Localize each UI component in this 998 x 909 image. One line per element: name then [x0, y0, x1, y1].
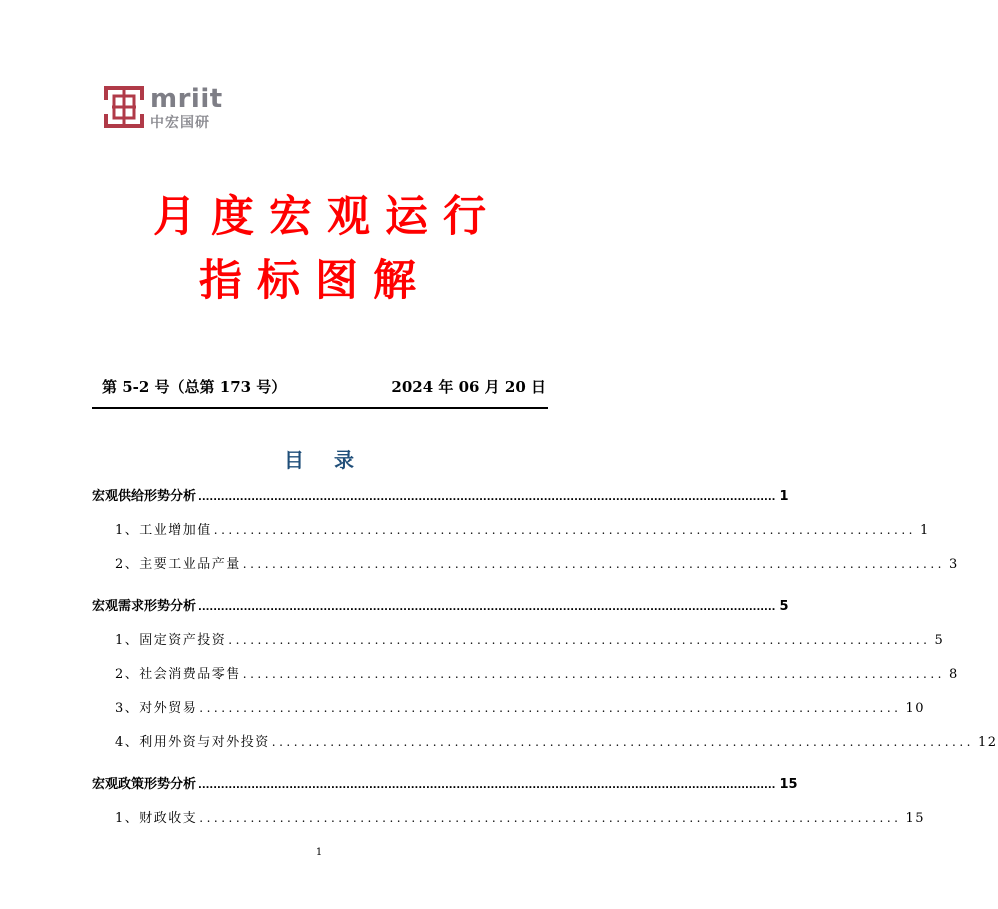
toc-item-label: 2、主要工业品产量	[115, 557, 241, 572]
toc-leader: ........................................................................................................................................................	[198, 492, 776, 503]
toc-leader: ................................................................................................	[199, 701, 902, 715]
toc-section-page: 15	[779, 777, 798, 792]
logo-text-cn: 中宏国研	[150, 115, 210, 131]
toc-item[interactable]	[92, 629, 945, 649]
toc-leader: ................................................................................................	[199, 811, 902, 825]
toc-section-title: 宏观需求形势分析	[92, 599, 197, 614]
toc-item-label: 1、财政收支	[115, 811, 198, 826]
issue-date: 2024 年 06 月 20 日	[391, 378, 546, 396]
toc-item-page: 8	[948, 667, 959, 682]
table-of-contents	[92, 485, 998, 827]
toc-item[interactable]	[92, 553, 959, 573]
header-divider	[92, 407, 548, 409]
report-title-line1: 月度宏观运行	[153, 192, 501, 242]
toc-item-label: 1、固定资产投资	[115, 633, 227, 648]
toc-item-page: 3	[948, 557, 959, 572]
toc-item-label: 2、社会消费品零售	[115, 667, 241, 682]
logo-mark-icon	[104, 86, 144, 128]
logo	[104, 84, 223, 131]
toc-item[interactable]	[92, 731, 998, 751]
page-number: 1	[315, 847, 323, 858]
toc-leader: ................................................................................................	[242, 557, 945, 571]
report-title-line2: 指标图解	[199, 256, 431, 306]
toc-heading: 目录	[284, 448, 384, 472]
toc-item-label: 4、利用外资与对外投资	[115, 735, 270, 750]
toc-leader: ........................................................................................................................................................	[198, 780, 776, 791]
toc-leader: ........................................................................................................................................................	[198, 602, 776, 613]
toc-item-label: 1、工业增加值	[115, 523, 212, 538]
logo-text-en: mriit	[150, 84, 223, 114]
toc-item-page: 12	[977, 735, 998, 750]
toc-leader: ................................................................................................	[213, 523, 916, 537]
toc-item-page: 5	[934, 633, 945, 648]
toc-section-page: 1	[779, 489, 789, 504]
toc-section[interactable]	[92, 595, 789, 615]
toc-section-title: 宏观供给形势分析	[92, 489, 197, 504]
toc-item[interactable]	[92, 697, 926, 717]
toc-item-label: 3、对外贸易	[115, 701, 198, 716]
toc-leader: ................................................................................................	[242, 667, 945, 681]
toc-leader: ................................................................................................	[228, 633, 931, 647]
toc-section-title: 宏观政策形势分析	[92, 777, 197, 792]
toc-item-page: 10	[905, 701, 926, 716]
toc-item[interactable]	[92, 807, 926, 827]
toc-item-page: 15	[905, 811, 926, 826]
toc-item[interactable]	[92, 519, 930, 539]
toc-leader: ................................................................................................	[271, 735, 974, 749]
toc-section[interactable]	[92, 773, 798, 793]
toc-section-page: 5	[779, 599, 789, 614]
toc-item-page: 1	[919, 523, 930, 538]
toc-section[interactable]	[92, 485, 789, 505]
issue-number: 第 5-2 号（总第 173 号）	[102, 378, 287, 396]
toc-item[interactable]	[92, 663, 959, 683]
